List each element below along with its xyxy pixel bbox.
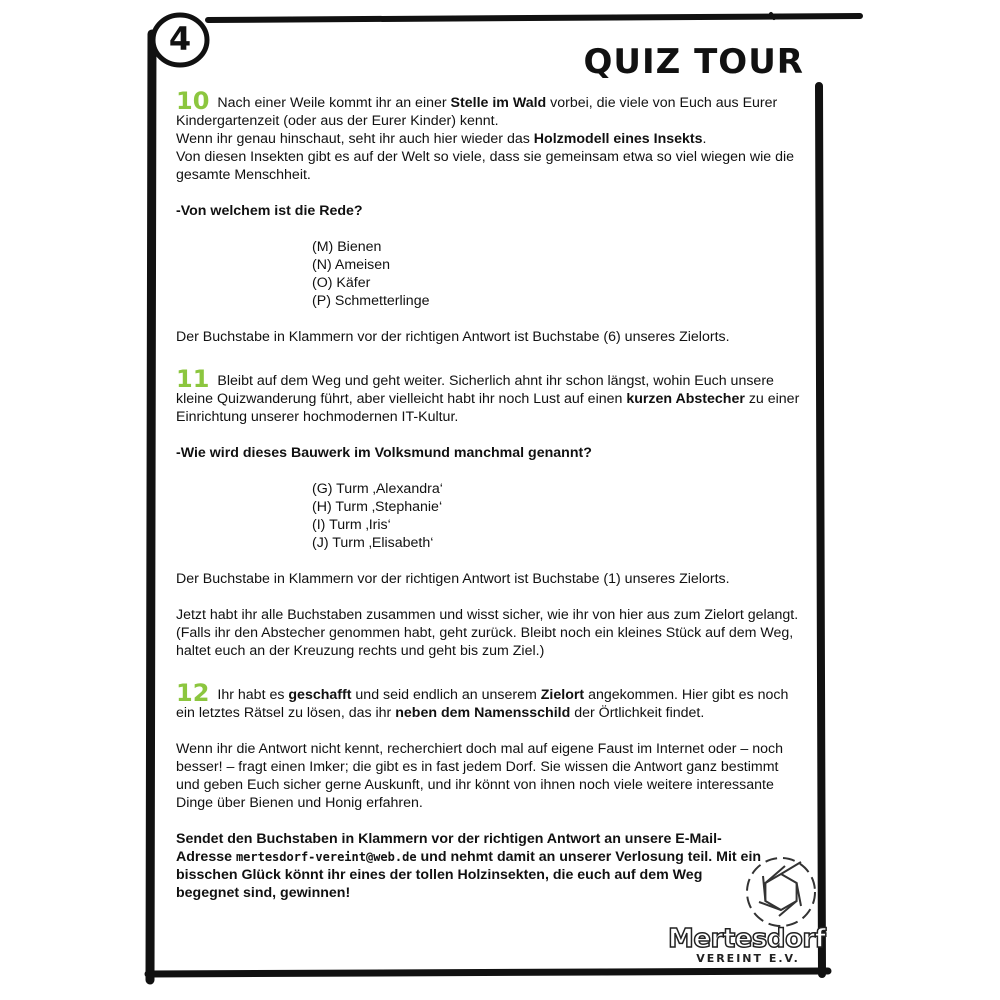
contest-info: Sendet den Buchstaben in Klammern vor der richtigen Antwort an unsere E-Mail-Adresse mertesdorf-vereint@web.de und nehmt damit an unserer Verlosung teil. Mit ein bisschen Glück könnt ihr eines der tollen Holzinsekten, die euch auf dem Weg begegnet sind, gewinnen! bbox=[176, 831, 762, 901]
q11-options bbox=[312, 480, 806, 552]
mertesdorf-logo bbox=[668, 852, 826, 970]
q12-paragraph: Wenn ihr die Antwort nicht kennt, recherchiert doch mal auf eigene Faust im Internet oder – noch besser! – fragt einen Imker; die gibt es in fast jedem Dorf. Sie wissen die Antwort ganz bestimmt und geben Euch sicher gerne Auskunft, und ihr könnt von ihnen noch viele weitere interessante Dinge über Bienen und Honig erfahren. bbox=[176, 741, 783, 811]
q12-intro: 12 Ihr habt es geschafft und seid endlich an unserem Zielort angekommen. Hier gibt es noch ein letztes Rätsel zu lösen, das ihr neben dem Namensschild der Örtlichkeit findet. bbox=[176, 679, 789, 721]
option-item: (I) Turm ‚Iris‘ bbox=[312, 517, 391, 533]
option-item: (G) Turm ‚Alexandra‘ bbox=[312, 481, 443, 497]
email-address[interactable]: mertesdorf-vereint@web.de bbox=[235, 850, 417, 864]
logo-subtitle: VEREINT E.V. bbox=[696, 952, 800, 965]
q11-intro: 11 Bleibt auf dem Weg und geht weiter. Sicherlich ahnt ihr schon längst, wohin Euch unsere kleine Quizwanderung führt, aber vielleicht habt ihr noch Lust auf einen kurzen Abstecher zu einer Einrichtung unserer hochmodernen IT-Kultur. bbox=[176, 365, 800, 425]
q11-outro: Jetzt habt ihr alle Buchstaben zusammen und wisst sicher, wie ihr von hier aus zum Zielort gelangt. (Falls ihr den Abstecher genommen habt, geht zurück. Bleibt noch ein kleines Stück auf dem Weg, haltet euch an der Kreuzung rechts und geht bis zum Ziel.) bbox=[176, 607, 799, 659]
quiz-content bbox=[176, 87, 806, 902]
option-item: (J) Turm ‚Elisabeth‘ bbox=[312, 535, 434, 551]
q10-hint: Der Buchstabe in Klammern vor der richtigen Antwort ist Buchstabe (6) unseres Zielorts. bbox=[176, 329, 730, 345]
option-item: (M) Bienen bbox=[312, 239, 382, 255]
q12-number: 12 bbox=[176, 679, 210, 707]
q11-hint: Der Buchstabe in Klammern vor der richtigen Antwort ist Buchstabe (1) unseres Zielorts. bbox=[176, 571, 730, 587]
q11-question: -Wie wird dieses Bauwerk im Volksmund manchmal genannt? bbox=[176, 445, 592, 461]
option-item: (P) Schmetterlinge bbox=[312, 293, 430, 309]
q11-number: 11 bbox=[176, 365, 210, 393]
q10-question: -Von welchem ist die Rede? bbox=[176, 203, 363, 219]
q10-options bbox=[312, 238, 806, 310]
q10-intro: 10 Nach einer Weile kommt ihr an einer Stelle im Wald vorbei, die viele von Euch aus Eurer Kindergartenzeit (oder aus der Eurer Kinder) kennt. Wenn ihr genau hinschaut, seht ihr auch hier wieder das Holzmodell eines Insekts. Von diesen Insekten gibt es auf der Welt so viele, dass sie gemeinsam etwa so viel wiegen wie die gesamte Menschheit. bbox=[176, 87, 795, 183]
page-title: QUIZ TOUR bbox=[583, 42, 804, 82]
option-item: (H) Turm ‚Stephanie‘ bbox=[312, 499, 443, 515]
option-item: (N) Ameisen bbox=[312, 257, 391, 273]
page-number: 4 bbox=[168, 20, 192, 58]
logo-name: Mertesdorf bbox=[668, 924, 826, 954]
aperture-icon bbox=[668, 852, 818, 932]
q10-number: 10 bbox=[176, 87, 210, 115]
option-item: (O) Käfer bbox=[312, 275, 371, 291]
